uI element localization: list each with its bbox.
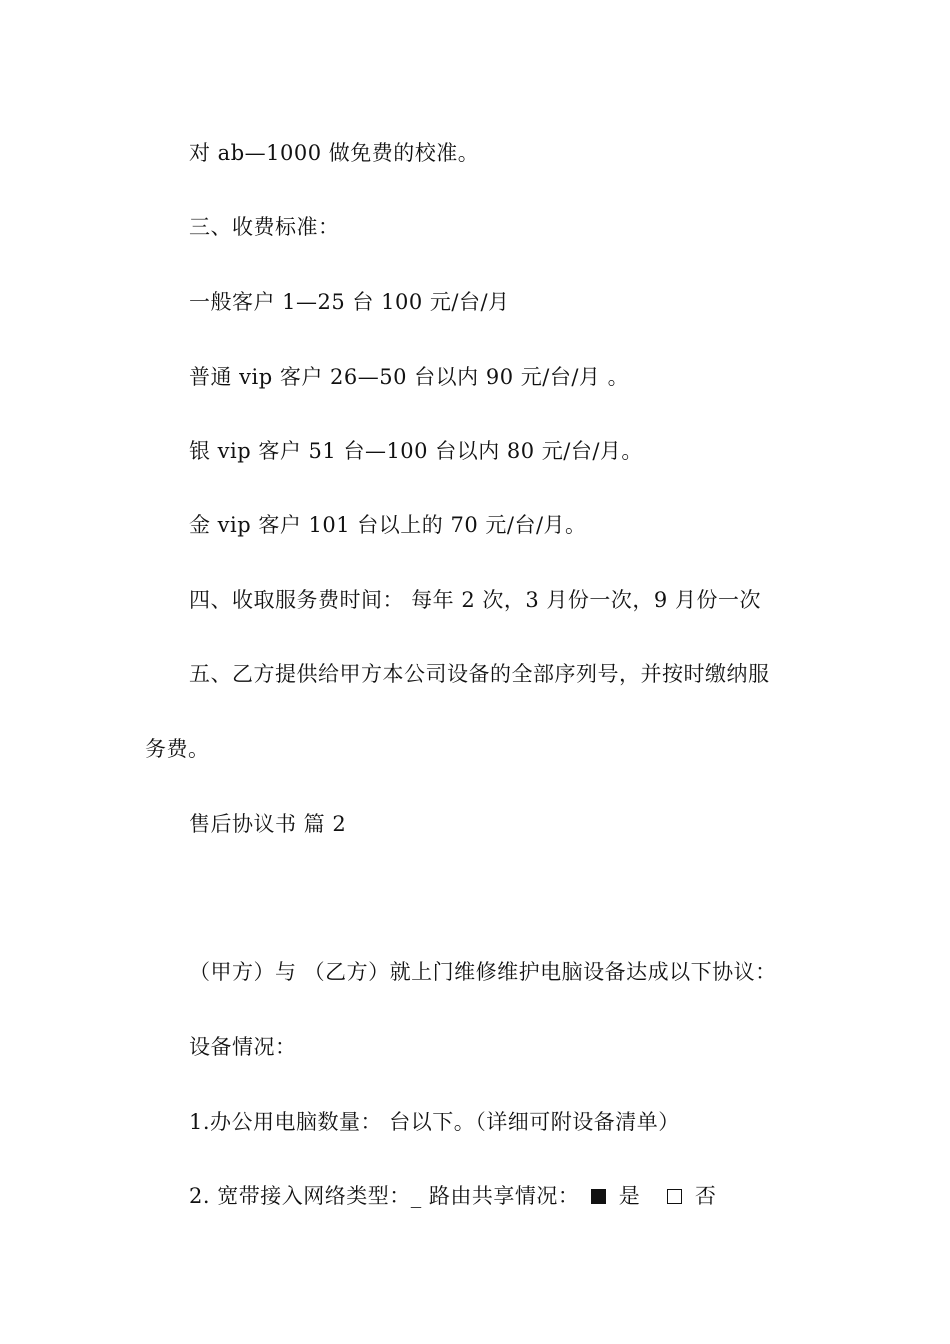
- checkbox-no[interactable]: [667, 1189, 682, 1204]
- fee-gold-vip: 金 vip 客户 101 台以上的 70 元/台/月。: [189, 513, 587, 537]
- calibration-text: 对 ab—1000 做免费的校准。: [189, 141, 480, 165]
- checkbox-yes[interactable]: [591, 1189, 606, 1204]
- network-type-line: [189, 1182, 716, 1210]
- equipment-heading: 设备情况：: [189, 1035, 297, 1059]
- section-title: 售后协议书 篇 2: [189, 812, 347, 836]
- clause-five-line1: 五、乙方提供给甲方本公司设备的全部序列号，并按时缴纳服: [189, 662, 770, 686]
- clause-five-line2: 务费。: [145, 737, 210, 761]
- agreement-intro: （甲方）与 （乙方）就上门维修维护电脑设备达成以下协议：: [189, 960, 777, 984]
- fee-collection-time: 四、收取服务费时间： 每年 2 次，3 月份一次，9 月份一次: [189, 588, 761, 612]
- fee-standard-heading: 三、收费标准：: [189, 215, 340, 239]
- no-label: 否: [694, 1184, 717, 1208]
- network-type-label: 2. 宽带接入网络类型：_ 路由共享情况：: [189, 1184, 580, 1208]
- computer-count-line: 1.办公用电脑数量： 台以下。（详细可附设备清单）: [189, 1110, 680, 1134]
- fee-regular-vip: 普通 vip 客户 26—50 台以内 90 元/台/月 。: [189, 365, 630, 389]
- fee-silver-vip: 银 vip 客户 51 台—100 台以内 80 元/台/月。: [189, 439, 643, 463]
- fee-general-customer: 一般客户 1—25 台 100 元/台/月: [189, 290, 510, 314]
- yes-label: 是: [618, 1184, 641, 1208]
